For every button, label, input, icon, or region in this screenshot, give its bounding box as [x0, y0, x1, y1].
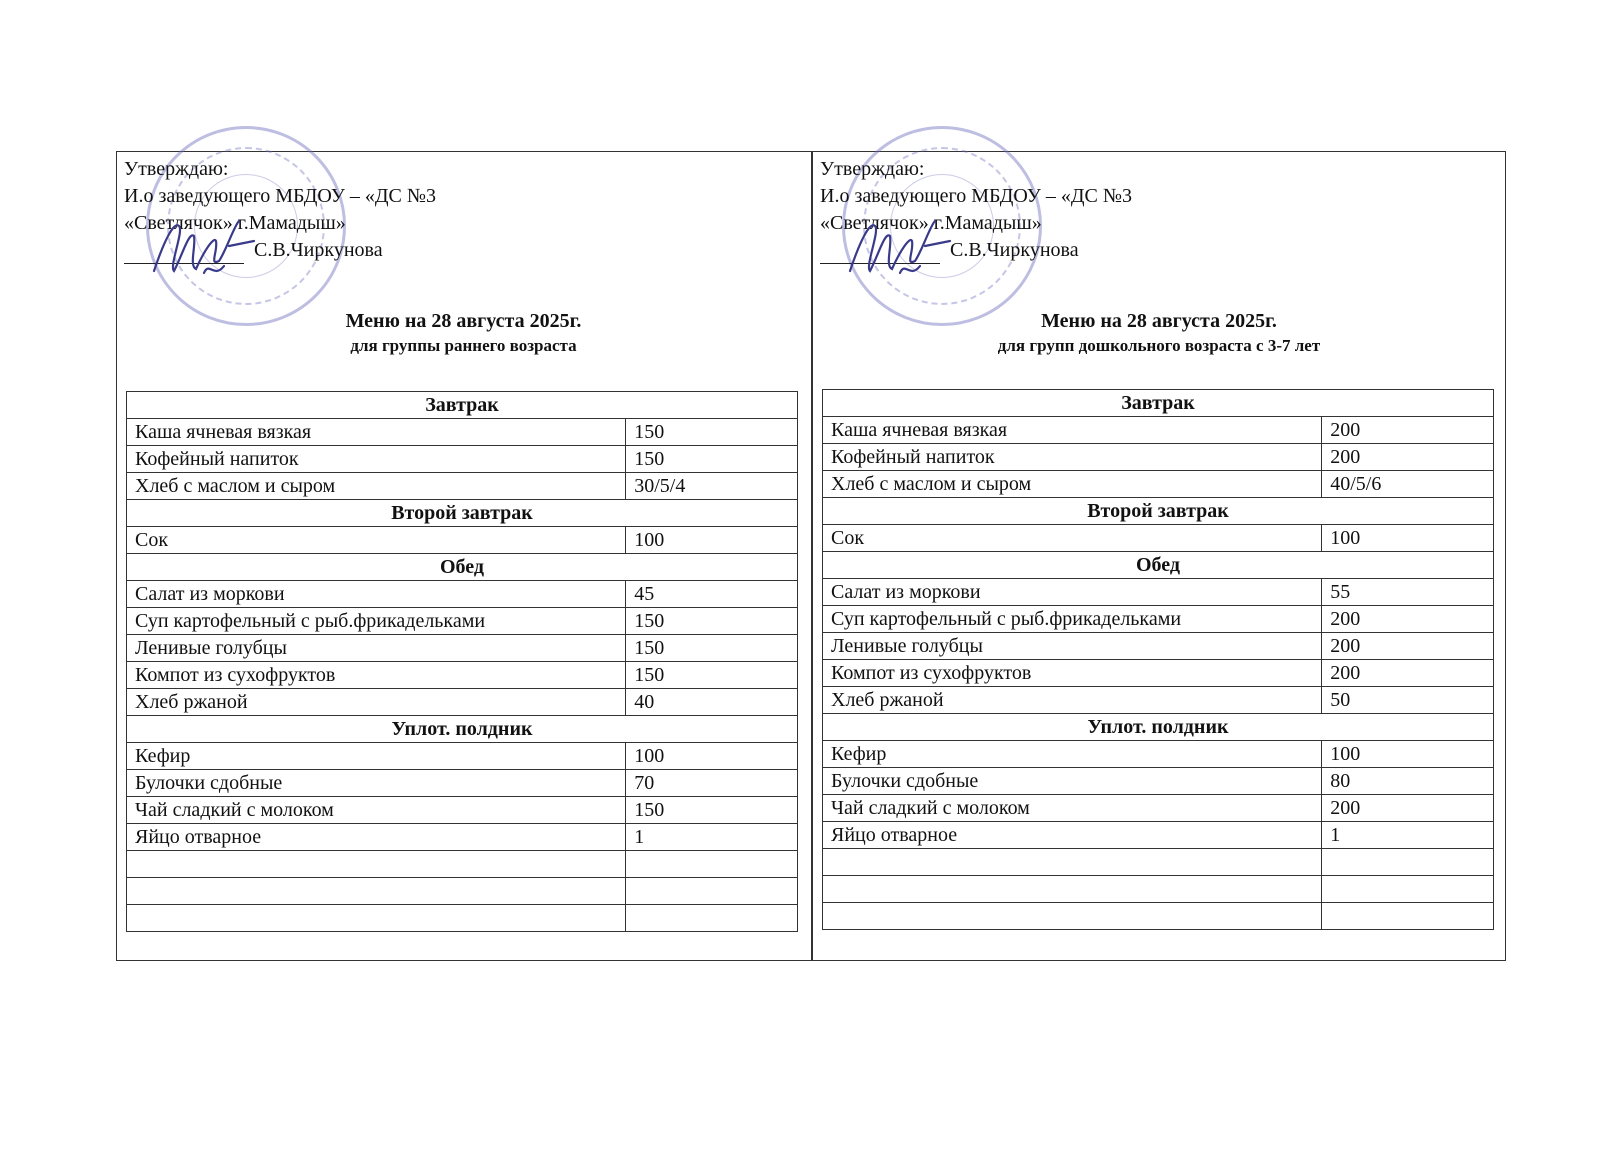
section-header-row [127, 392, 798, 419]
portion-size: 100 [626, 527, 798, 554]
table-row [823, 579, 1494, 606]
table-row [823, 849, 1494, 876]
dish-name: Суп картофельный с рыб.фрикадельками [127, 608, 626, 635]
portion-size [1322, 849, 1494, 876]
approval-organization: «Светлячок» г.Мамадыш» [124, 212, 346, 234]
section-header-row [823, 552, 1494, 579]
table-row [823, 687, 1494, 714]
table-row [127, 608, 798, 635]
portion-size: 150 [626, 662, 798, 689]
section-title: Второй завтрак [127, 500, 798, 527]
dish-name [823, 876, 1322, 903]
approval-heading: Утверждаю: [124, 158, 229, 180]
section-header-row [823, 498, 1494, 525]
dish-name [127, 878, 626, 905]
table-row [127, 797, 798, 824]
table-row [127, 743, 798, 770]
approval-signer: С.В.Чиркунова [950, 239, 1079, 261]
dish-name: Булочки сдобные [823, 768, 1322, 795]
portion-size: 150 [626, 446, 798, 473]
approval-heading: Утверждаю: [820, 158, 925, 180]
table-row [127, 662, 798, 689]
section-title: Второй завтрак [823, 498, 1494, 525]
table-row [823, 444, 1494, 471]
menu-title: Меню на 28 августа 2025г. [345, 310, 582, 332]
section-title: Уплот. полдник [823, 714, 1494, 741]
menu-table [822, 389, 1494, 930]
portion-size: 1 [1322, 822, 1494, 849]
portion-size: 200 [1322, 660, 1494, 687]
dish-name: Компот из сухофруктов [127, 662, 626, 689]
portion-size: 50 [1322, 687, 1494, 714]
menu-heading [812, 308, 1506, 358]
portion-size: 200 [1322, 417, 1494, 444]
portion-size [626, 851, 798, 878]
table-row [823, 417, 1494, 444]
table-row [127, 527, 798, 554]
menu-heading [116, 308, 811, 358]
dish-name: Хлеб с маслом и сыром [127, 473, 626, 500]
portion-size: 70 [626, 770, 798, 797]
table-row [127, 446, 798, 473]
section-header-row [127, 554, 798, 581]
table-row [823, 660, 1494, 687]
dish-name: Хлеб с маслом и сыром [823, 471, 1322, 498]
handwritten-signature [830, 211, 960, 281]
portion-size [626, 905, 798, 932]
table-row [823, 903, 1494, 930]
dish-name: Ленивые голубцы [823, 633, 1322, 660]
portion-size: 200 [1322, 444, 1494, 471]
section-header-row [127, 716, 798, 743]
section-title: Обед [127, 554, 798, 581]
table-row [823, 822, 1494, 849]
section-header-row [823, 714, 1494, 741]
section-title: Уплот. полдник [127, 716, 798, 743]
dish-name [823, 903, 1322, 930]
handwritten-signature [134, 211, 264, 281]
dish-name: Хлеб ржаной [127, 689, 626, 716]
dish-name: Кофейный напиток [127, 446, 626, 473]
menu-panel-early-age [116, 151, 811, 961]
table-row [823, 471, 1494, 498]
dish-name: Сок [127, 527, 626, 554]
menu-subtitle: для групп дошкольного возраста с 3-7 лет [997, 336, 1321, 355]
table-row [127, 770, 798, 797]
dish-name [127, 905, 626, 932]
table-row [823, 633, 1494, 660]
portion-size: 100 [1322, 525, 1494, 552]
menu-panel-preschool [812, 151, 1506, 961]
table-row [127, 635, 798, 662]
portion-size: 150 [626, 797, 798, 824]
table-row [127, 905, 798, 932]
dish-name [823, 849, 1322, 876]
menu-subtitle: для группы раннего возраста [350, 336, 577, 355]
dish-name [127, 851, 626, 878]
table-row [127, 824, 798, 851]
dish-name: Суп картофельный с рыб.фрикадельками [823, 606, 1322, 633]
portion-size: 200 [1322, 633, 1494, 660]
portion-size: 200 [1322, 795, 1494, 822]
portion-size: 200 [1322, 606, 1494, 633]
table-row [127, 851, 798, 878]
section-header-row [127, 500, 798, 527]
dish-name: Кефир [127, 743, 626, 770]
portion-size: 40 [626, 689, 798, 716]
portion-size: 55 [1322, 579, 1494, 606]
approval-signer: С.В.Чиркунова [254, 239, 383, 261]
portion-size [626, 878, 798, 905]
table-row [823, 768, 1494, 795]
menu-title: Меню на 28 августа 2025г. [1041, 310, 1277, 332]
section-title: Завтрак [127, 392, 798, 419]
dish-name: Салат из моркови [823, 579, 1322, 606]
dish-name: Чай сладкий с молоком [823, 795, 1322, 822]
portion-size: 150 [626, 608, 798, 635]
table-row [823, 525, 1494, 552]
section-header-row [823, 390, 1494, 417]
menu-table [126, 391, 798, 932]
table-row [127, 581, 798, 608]
approval-organization: «Светлячок» г.Мамадыш» [820, 212, 1042, 234]
dish-name: Кофейный напиток [823, 444, 1322, 471]
portion-size: 100 [1322, 741, 1494, 768]
dish-name: Хлеб ржаной [823, 687, 1322, 714]
dish-name: Яйцо отварное [823, 822, 1322, 849]
dish-name: Сок [823, 525, 1322, 552]
table-row [823, 795, 1494, 822]
dish-name: Салат из моркови [127, 581, 626, 608]
table-row [127, 473, 798, 500]
dish-name: Кефир [823, 741, 1322, 768]
portion-size: 150 [626, 635, 798, 662]
table-row [127, 419, 798, 446]
dish-name: Каша ячневая вязкая [823, 417, 1322, 444]
portion-size: 1 [626, 824, 798, 851]
section-title: Обед [823, 552, 1494, 579]
approval-position: И.о заведующего МБДОУ – «ДС №3 [124, 185, 436, 207]
table-row [823, 606, 1494, 633]
table-row [823, 876, 1494, 903]
portion-size: 30/5/4 [626, 473, 798, 500]
portion-size: 80 [1322, 768, 1494, 795]
dish-name: Яйцо отварное [127, 824, 626, 851]
table-row [127, 689, 798, 716]
dish-name: Чай сладкий с молоком [127, 797, 626, 824]
table-row [127, 878, 798, 905]
portion-size: 45 [626, 581, 798, 608]
table-row [823, 741, 1494, 768]
portion-size: 150 [626, 419, 798, 446]
dish-name: Булочки сдобные [127, 770, 626, 797]
portion-size: 40/5/6 [1322, 471, 1494, 498]
approval-position: И.о заведующего МБДОУ – «ДС №3 [820, 185, 1132, 207]
portion-size [1322, 903, 1494, 930]
section-title: Завтрак [823, 390, 1494, 417]
portion-size: 100 [626, 743, 798, 770]
dish-name: Компот из сухофруктов [823, 660, 1322, 687]
portion-size [1322, 876, 1494, 903]
dish-name: Ленивые голубцы [127, 635, 626, 662]
dish-name: Каша ячневая вязкая [127, 419, 626, 446]
